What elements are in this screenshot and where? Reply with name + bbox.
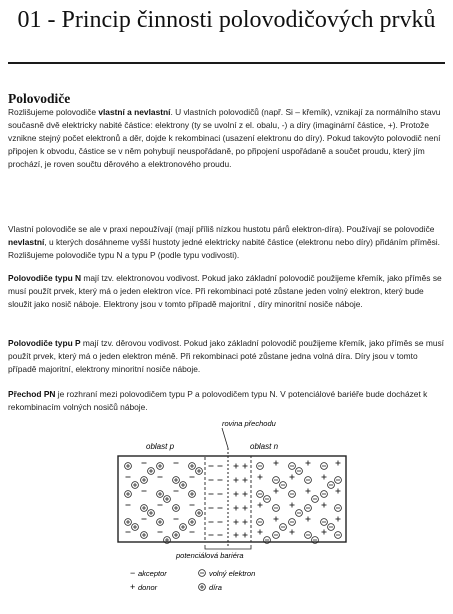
pn-junction-figure: [110, 418, 370, 608]
text: Vlastní polovodiče se ale v praxi nepoužívají (mají příliš nízkou hustotu párů elektron-díra). Používají se polovodiče: [8, 224, 435, 234]
p-region-label: oblast p: [146, 442, 175, 451]
paragraph-p-type: [8, 337, 445, 376]
bold-term: vlastní a nevlastní: [98, 107, 171, 117]
paragraph-pn-junction: [8, 388, 445, 414]
text: , u kterých dosáhneme vyšší hustoty jedné elektricky nabité částice (elektronu nebo díry) přidáním příměsi. Rozlišujeme polovodiče typu N a typu P (podle typu vodivosti).: [8, 236, 440, 260]
text: je rozhraní mezi polovodičem typu P a polovodičem typu N. V potenciálové bariéře bude docházet k rekombinacím volných nosičů náboje.: [8, 389, 428, 412]
acceptor-symbol: −: [130, 568, 136, 578]
legend-hole: díra: [209, 583, 222, 592]
legend-donor: donor: [138, 583, 158, 592]
n-region-label: oblast n: [250, 442, 279, 451]
paragraph-n-type: [8, 272, 445, 311]
paragraph-extrinsic: [8, 223, 445, 262]
bold-term: nevlastní: [8, 236, 45, 247]
barrier-label: potenciálová bariéra: [176, 551, 244, 560]
section-heading: Polovodiče: [8, 91, 71, 106]
legend-acceptor: akceptor: [138, 569, 167, 578]
text: mají tzv. děrovou vodivost. Pokud jako základní polovodič použijeme křemík, jako příměs se musí použít prvek, který má o jeden elektron méně. Při rekombinaci poté zůstane jedna volná díra. Díry jsou v tomto případě majoritní, elektrony minoritní nosiče náboje.: [8, 338, 444, 374]
legend-free-electron: volný elektron: [209, 569, 256, 578]
bold-term: Polovodiče typu N: [8, 273, 82, 283]
bold-term: Polovodiče typu P: [8, 338, 81, 348]
page-title: 01 - Princip činnosti polovodičových prvků: [17, 7, 436, 33]
carrier-grid: [125, 461, 342, 544]
bold-term: Přechod PN: [8, 389, 56, 399]
text: . U vlastních polovodičů (např. Si – křemík), vznikají za normálního stavu současně dvě elektricky nabité částice: elektrony (ty se uvolní z el. obalu, -) a díry (imaginární částice, +). Protože vznikne stejný počet elektronů a děr, dojde k rekombinaci (usazení elektronu do díry). Pokud takovýto polovodič není připojen k obvodu, částice se v něm pohybují neuspořádaně, po připojení uspořádaně a součet proudu, který jím prochází, je roven součtu děrového a elektronového proudu.: [8, 107, 441, 169]
text: Rozlišujeme polovodiče: [8, 107, 99, 117]
title-underline: [8, 62, 445, 64]
junction-leader: [222, 428, 228, 448]
junction-label: rovina přechodu: [222, 419, 276, 428]
donor-symbol: +: [130, 582, 136, 592]
figure-legend: [130, 568, 255, 592]
text: mají tzv. elektronovou vodivost. Pokud jako základní polovodič použijeme křemík, jako příměs se musí použít prvek, který má o jeden elektron více. Při rekombinaci poté zůstane jeden volný elektron, který bude sloužit jako nosič náboje. Elektrony jsou v tomto případě majoritní , díry minoritní nosiče náboje.: [8, 273, 442, 309]
paragraph-intrinsic: [8, 106, 445, 171]
